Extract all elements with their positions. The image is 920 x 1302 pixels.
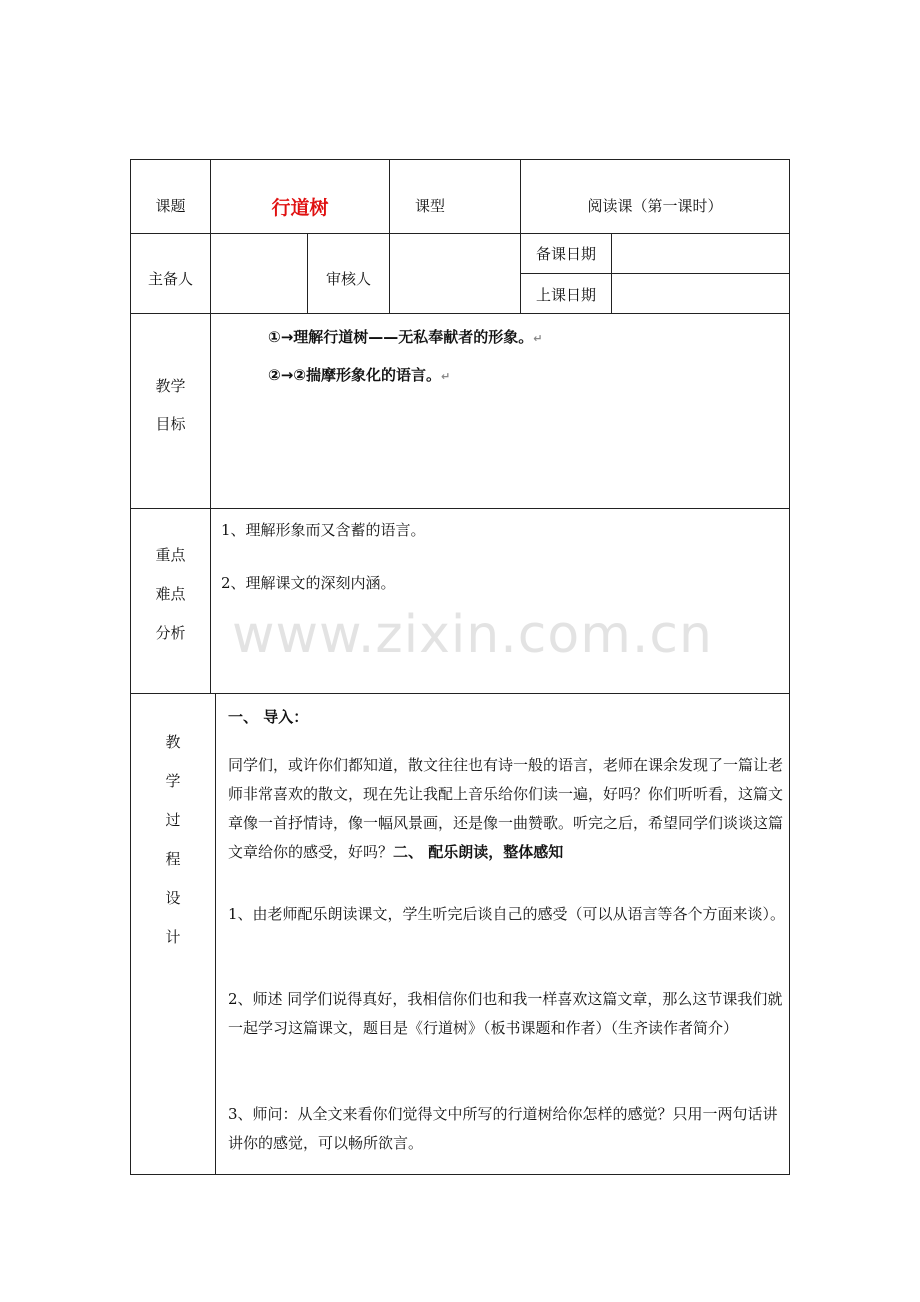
process-label-char: 程 bbox=[165, 850, 181, 868]
paragraph-mark-icon: ↵ bbox=[533, 332, 543, 345]
key-label-2: 难点 bbox=[155, 585, 186, 603]
goal-item-2: ②→②揣摩形象化的语言。↵ bbox=[268, 366, 451, 384]
table-divider bbox=[130, 693, 790, 694]
table-divider bbox=[520, 273, 790, 274]
topic-label: 课题 bbox=[155, 197, 186, 215]
goals-label-2: 目标 bbox=[155, 415, 186, 433]
step-3-paragraph: 3、师问：从全文来看你们觉得文中所写的行道树给你怎样的感觉？只用一两句话讲讲你的感觉，可以畅所欲言。 bbox=[228, 1105, 778, 1152]
prep-date-label: 备课日期 bbox=[535, 245, 596, 263]
reviewer-label: 审核人 bbox=[325, 270, 371, 288]
table-border-top bbox=[130, 159, 790, 160]
paragraph-mark-icon: ↵ bbox=[440, 370, 451, 383]
step-1-paragraph: 1、由老师配乐朗读课文，学生听完后谈自己的感受（可以从语言等各个方面来谈）。 bbox=[228, 905, 786, 923]
author-label: 主备人 bbox=[147, 270, 193, 288]
table-divider bbox=[130, 508, 790, 509]
key-label-3: 分析 bbox=[155, 624, 186, 642]
process-label-char: 计 bbox=[165, 928, 181, 946]
type-value: 阅读课（第一课时） bbox=[587, 197, 723, 215]
section-2-title: 二、 配乐朗读，整体感知 bbox=[393, 843, 564, 861]
process-label-char: 教 bbox=[165, 733, 181, 751]
table-divider bbox=[611, 233, 612, 314]
process-label-char: 学 bbox=[165, 772, 181, 790]
key-point-2: 2、理解课文的深刻内涵。 bbox=[221, 574, 396, 592]
goals-label-1: 教学 bbox=[155, 377, 186, 395]
key-point-1: 1、理解形象而又含蓄的语言。 bbox=[221, 521, 426, 539]
table-divider bbox=[130, 313, 790, 314]
table-divider bbox=[130, 233, 790, 234]
table-border-bottom bbox=[130, 1174, 790, 1175]
key-label-1: 重点 bbox=[155, 546, 186, 564]
table-border-right bbox=[789, 159, 790, 1175]
table-divider bbox=[389, 159, 390, 314]
table-divider bbox=[215, 693, 216, 1175]
process-label-char: 过 bbox=[165, 811, 181, 829]
section-1-title: 一、 导入： bbox=[228, 708, 309, 726]
step-2-paragraph: 2、师述 同学们说得真好，我相信你们也和我一样喜欢这篇文章，那么这节课我们就一起学习这篇课文，题目是《行道树》（板书课题和作者）（生齐读作者简介） bbox=[228, 990, 783, 1037]
topic-value: 行道树 bbox=[271, 197, 329, 219]
class-date-label: 上课日期 bbox=[535, 286, 596, 304]
goal-item-1: ①→理解行道树——无私奉献者的形象。↵ bbox=[268, 328, 543, 346]
type-label: 课型 bbox=[415, 197, 446, 215]
table-border-left bbox=[130, 159, 131, 1175]
watermark: www.zixin.com.cn bbox=[232, 605, 713, 665]
intro-paragraph: 同学们，或许你们都知道，散文往往也有诗一般的语言，老师在课余发现了一篇让老师非常喜欢的散文，现在先让我配上音乐给你们读一遍，好吗？你们听听看，这篇文章像一首抒情诗，像一幅风景画，还是像一曲赞歌。听完之后，希望同学们谈谈这篇文章给你的感受，好吗？二、 配乐朗读，整体感知 bbox=[228, 756, 784, 861]
table-divider bbox=[210, 159, 211, 694]
process-label-char: 设 bbox=[165, 889, 181, 907]
